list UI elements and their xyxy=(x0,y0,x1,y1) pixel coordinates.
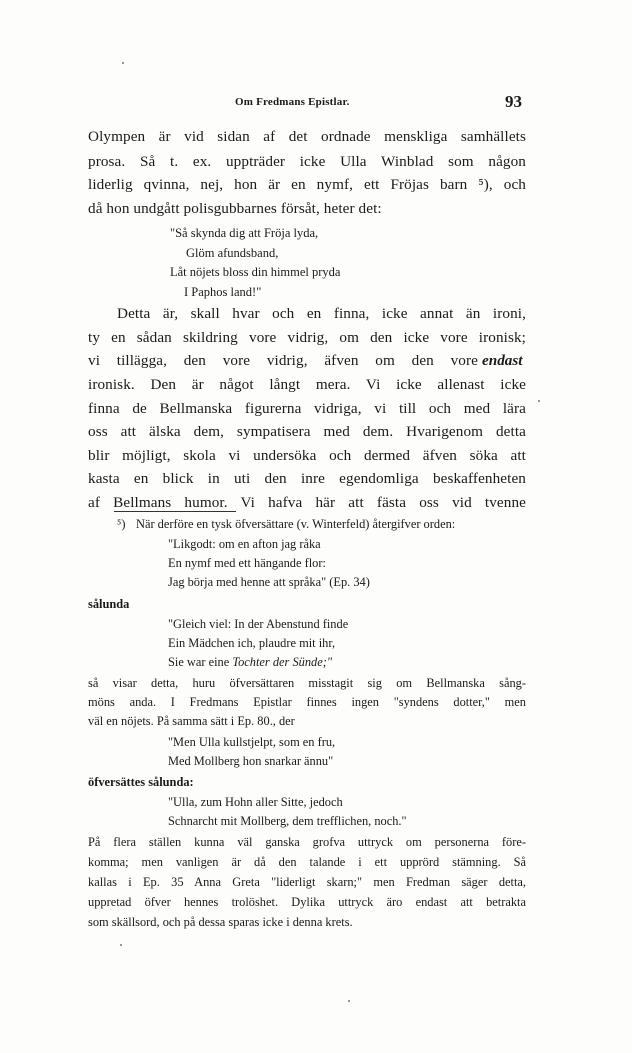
footnote-quote-line xyxy=(168,655,332,670)
footnote-italic-text: Tochter der Sünde;" xyxy=(232,655,333,669)
footnote-text: väl en nöjets. På samma sätt i Ep. 80., der xyxy=(88,714,295,728)
body-line: ironisk. Den är något långt mera. Vi icke allenast icke xyxy=(88,376,526,393)
body-line: prosa. Så t. ex. uppträder icke Ulla Winblad som någon xyxy=(88,153,526,170)
footnote-marker: ⁵) xyxy=(117,517,126,531)
body-line: oss att älska dem, sympatisera med dem. Hvarigenom detta xyxy=(88,423,526,440)
paragraph-start-line: Detta är, skall hvar och en finna, icke annat än ironi, xyxy=(117,305,526,322)
body-line: liderlig qvinna, nej, hon är en nymf, ett Fröjas barn ⁵), och xyxy=(88,176,526,193)
footnote-quote-line: Schnarcht mit Mollberg, dem trefflichen, noch." xyxy=(168,814,407,828)
footnote-text: som skällsord, och på dessa sparas icke i denna krets. xyxy=(88,915,353,929)
footnote-text: möns anda. I Fredmans Epistlar finnes ingen "syndens dotter," men xyxy=(88,695,526,709)
body-line: blir möjligt, skola vi undersöka och dermed äfven söka att xyxy=(88,447,526,464)
body-line: vi tillägga, den vore vidrig, äfven om den vore xyxy=(88,352,478,369)
footnote-quote-line: "Men Ulla kullstjelpt, som en fru, xyxy=(168,735,336,749)
footnote-intro: När derföre en tysk öfversättare (v. Winterfeld) återgifver orden: xyxy=(136,517,456,531)
print-speck xyxy=(348,1000,350,1002)
verse-line: Glöm afundsband, xyxy=(186,246,279,260)
footnote-text: öfversättes sålunda: xyxy=(88,775,194,789)
print-speck xyxy=(120,944,122,946)
footnote-text: så visar detta, huru öfversättaren misstagit sig om Bellmanska sång- xyxy=(88,676,526,690)
footnote-quote-line: En nymf med ett hängande flor: xyxy=(168,556,326,570)
footnote-quote-text: Sie war eine xyxy=(168,655,233,669)
footnote-text: komma; men vanligen är då den talande i ett upprörd stämning. Så xyxy=(88,855,526,869)
verse-line: Låt nöjets bloss din himmel pryda xyxy=(170,265,341,279)
verse-line: "Så skynda dig att Fröja lyda, xyxy=(170,226,319,240)
verse-line: I Paphos land!" xyxy=(184,285,262,299)
emphasis-word: endast xyxy=(482,352,523,369)
footnote-quote-line: "Likgodt: om en afton jag råka xyxy=(168,537,321,551)
body-line: af Bellmans humor. Vi hafva här att fästa oss vid tvenne xyxy=(88,494,526,511)
print-speck xyxy=(122,62,124,64)
footnote-text: kallas i Ep. 35 Anna Greta "liderligt skarn;" men Fredman säger detta, xyxy=(88,875,526,889)
footnote-text: sålunda xyxy=(88,597,130,611)
footnote-quote-line: Ein Mädchen ich, plaudre mit ihr, xyxy=(168,636,336,650)
footnote-quote-line: Jag börja med henne att språka" (Ep. 34) xyxy=(168,575,370,589)
page-number: 93 xyxy=(505,92,522,111)
body-line: ty en sådan skildring vore vidrig, om den icke vore ironisk; xyxy=(88,329,526,346)
running-title: Om Fredmans Epistlar. xyxy=(235,96,350,108)
body-line: Olympen är vid sidan af det ordnade menskliga samhällets xyxy=(88,128,526,145)
footnote-quote-line: "Gleich viel: In der Abenstund finde xyxy=(168,617,349,631)
body-line: finna de Bellmanska figurerna vidriga, vi till och med lära xyxy=(88,400,526,417)
footnote-text: uppretad öfver hennes trolöshet. Dylika uttryck äro endast att betrakta xyxy=(88,895,526,909)
body-line: då hon undgått polisgubbarnes försåt, heter det: xyxy=(88,200,382,217)
print-speck xyxy=(538,400,540,402)
footnote-text: På flera ställen kunna väl ganska grofva uttryck om personerna före- xyxy=(88,835,526,849)
body-line: kasta en blick in uti den inre egendomliga beskaffenheten xyxy=(88,470,526,487)
footnote-rule xyxy=(114,511,236,512)
footnote-quote-line: "Ulla, zum Hohn aller Sitte, jedoch xyxy=(168,795,343,809)
footnote-quote-line: Med Mollberg hon snarkar ännu" xyxy=(168,754,334,768)
